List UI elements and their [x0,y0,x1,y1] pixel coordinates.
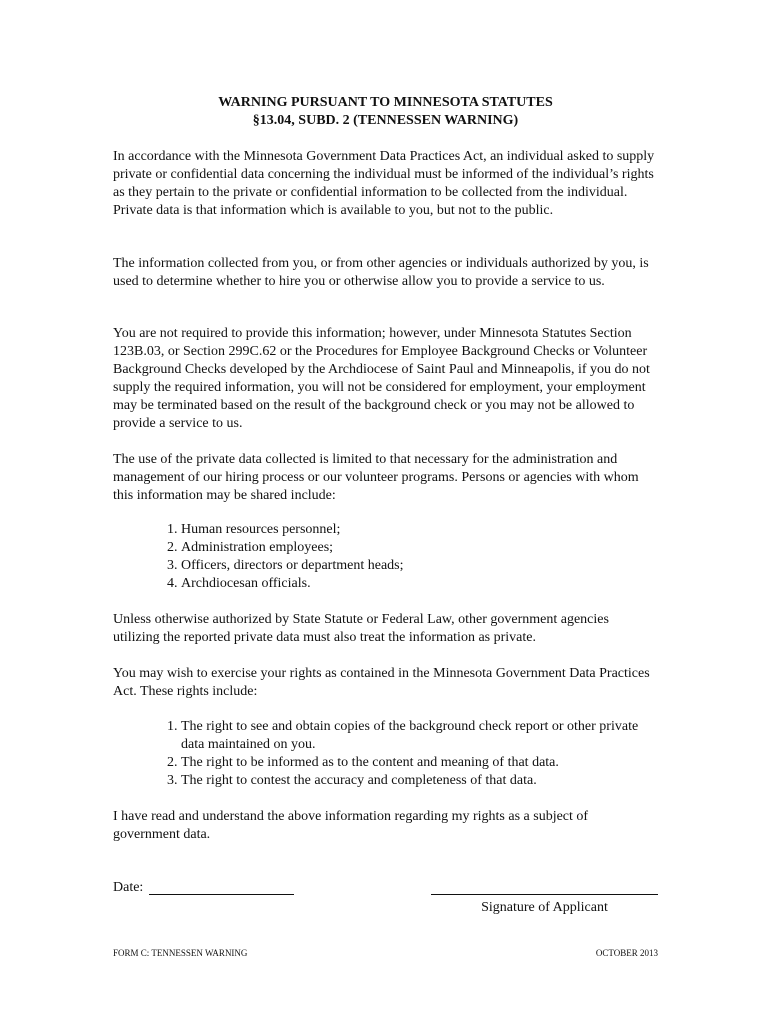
paragraph-intro [113,148,658,220]
list-item: 4. Archdiocesan officials. [181,575,658,593]
footer-form-name: FORM C: TENNESSEN WARNING [113,948,248,958]
rights-list [113,718,658,790]
paragraph-rights-intro [113,665,658,701]
paragraph-3: You are not required to provide this information; however, under Minnesota Statutes Section 123B.03, or Section 299C.62 or the Procedures for Employee Background Checks or Volunteer Background Checks developed by the Archdiocese of Saint Paul and Minneapolis, if you do not supply the required information, you will not be considered for employment, your employment may be terminated based on the result of the background check or you may not be allowed to provide a service to us. [113,326,650,431]
paragraph-7: I have read and understand the above information regarding my rights as a subject of government data. [113,809,589,842]
footer-date: OCTOBER 2013 [595,948,658,958]
document-title [113,94,658,130]
paragraph-5: Unless otherwise authorized by State Statute or Federal Law, other government agencies utilizing the reported private data must also treat the information as private. [113,612,609,645]
paragraph-limited-use [113,451,658,505]
paragraph-6: You may wish to exercise your rights as contained in the Minnesota Government Data Practices Act. These rights include: [113,666,650,699]
paragraph-use [113,255,658,291]
list-item: 2. Administration employees; [181,539,658,557]
shared-with-list [113,521,658,593]
signature-label: Signature of Applicant [481,900,608,915]
paragraph-1: In accordance with the Minnesota Government Data Practices Act, an individual asked to supply private or confidential data concerning the individual must be informed of the individual’s rights as they pertain to the private or confidential information to be collected from the individual. Private data is that information which is available to you, but not to the public. [113,149,655,218]
title-line-2: §13.04, SUBD. 2 (TENNESSEN WARNING) [252,113,519,128]
title-line-1: WARNING PURSUANT TO MINNESOTA STATUTES [218,95,553,110]
list-item: 1. The right to see and obtain copies of the background check report or other private data maintained on you. [181,718,658,754]
date-field-line[interactable] [149,894,294,895]
document-page [113,94,658,915]
paragraph-2: The information collected from you, or from other agencies or individuals authorized by you, is used to determine whether to hire you or otherwise allow you to provide a service to us. [113,256,649,289]
paragraph-other-agencies [113,611,658,647]
list-item: 3. Officers, directors or department heads; [181,557,658,575]
list-item: 2. The right to be informed as to the content and meaning of that data. [181,754,658,772]
list-item: 3. The right to contest the accuracy and completeness of that data. [181,772,658,790]
paragraph-not-required [113,325,658,433]
paragraph-4: The use of the private data collected is limited to that necessary for the administration and management of our hiring process or our volunteer programs. Persons or agencies with whom this information may be shared include: [113,452,639,503]
list-item: 1. Human resources personnel; [181,521,658,539]
paragraph-acknowledgment [113,808,658,844]
signature-field-line[interactable] [431,894,658,895]
date-label: Date: [113,880,144,895]
